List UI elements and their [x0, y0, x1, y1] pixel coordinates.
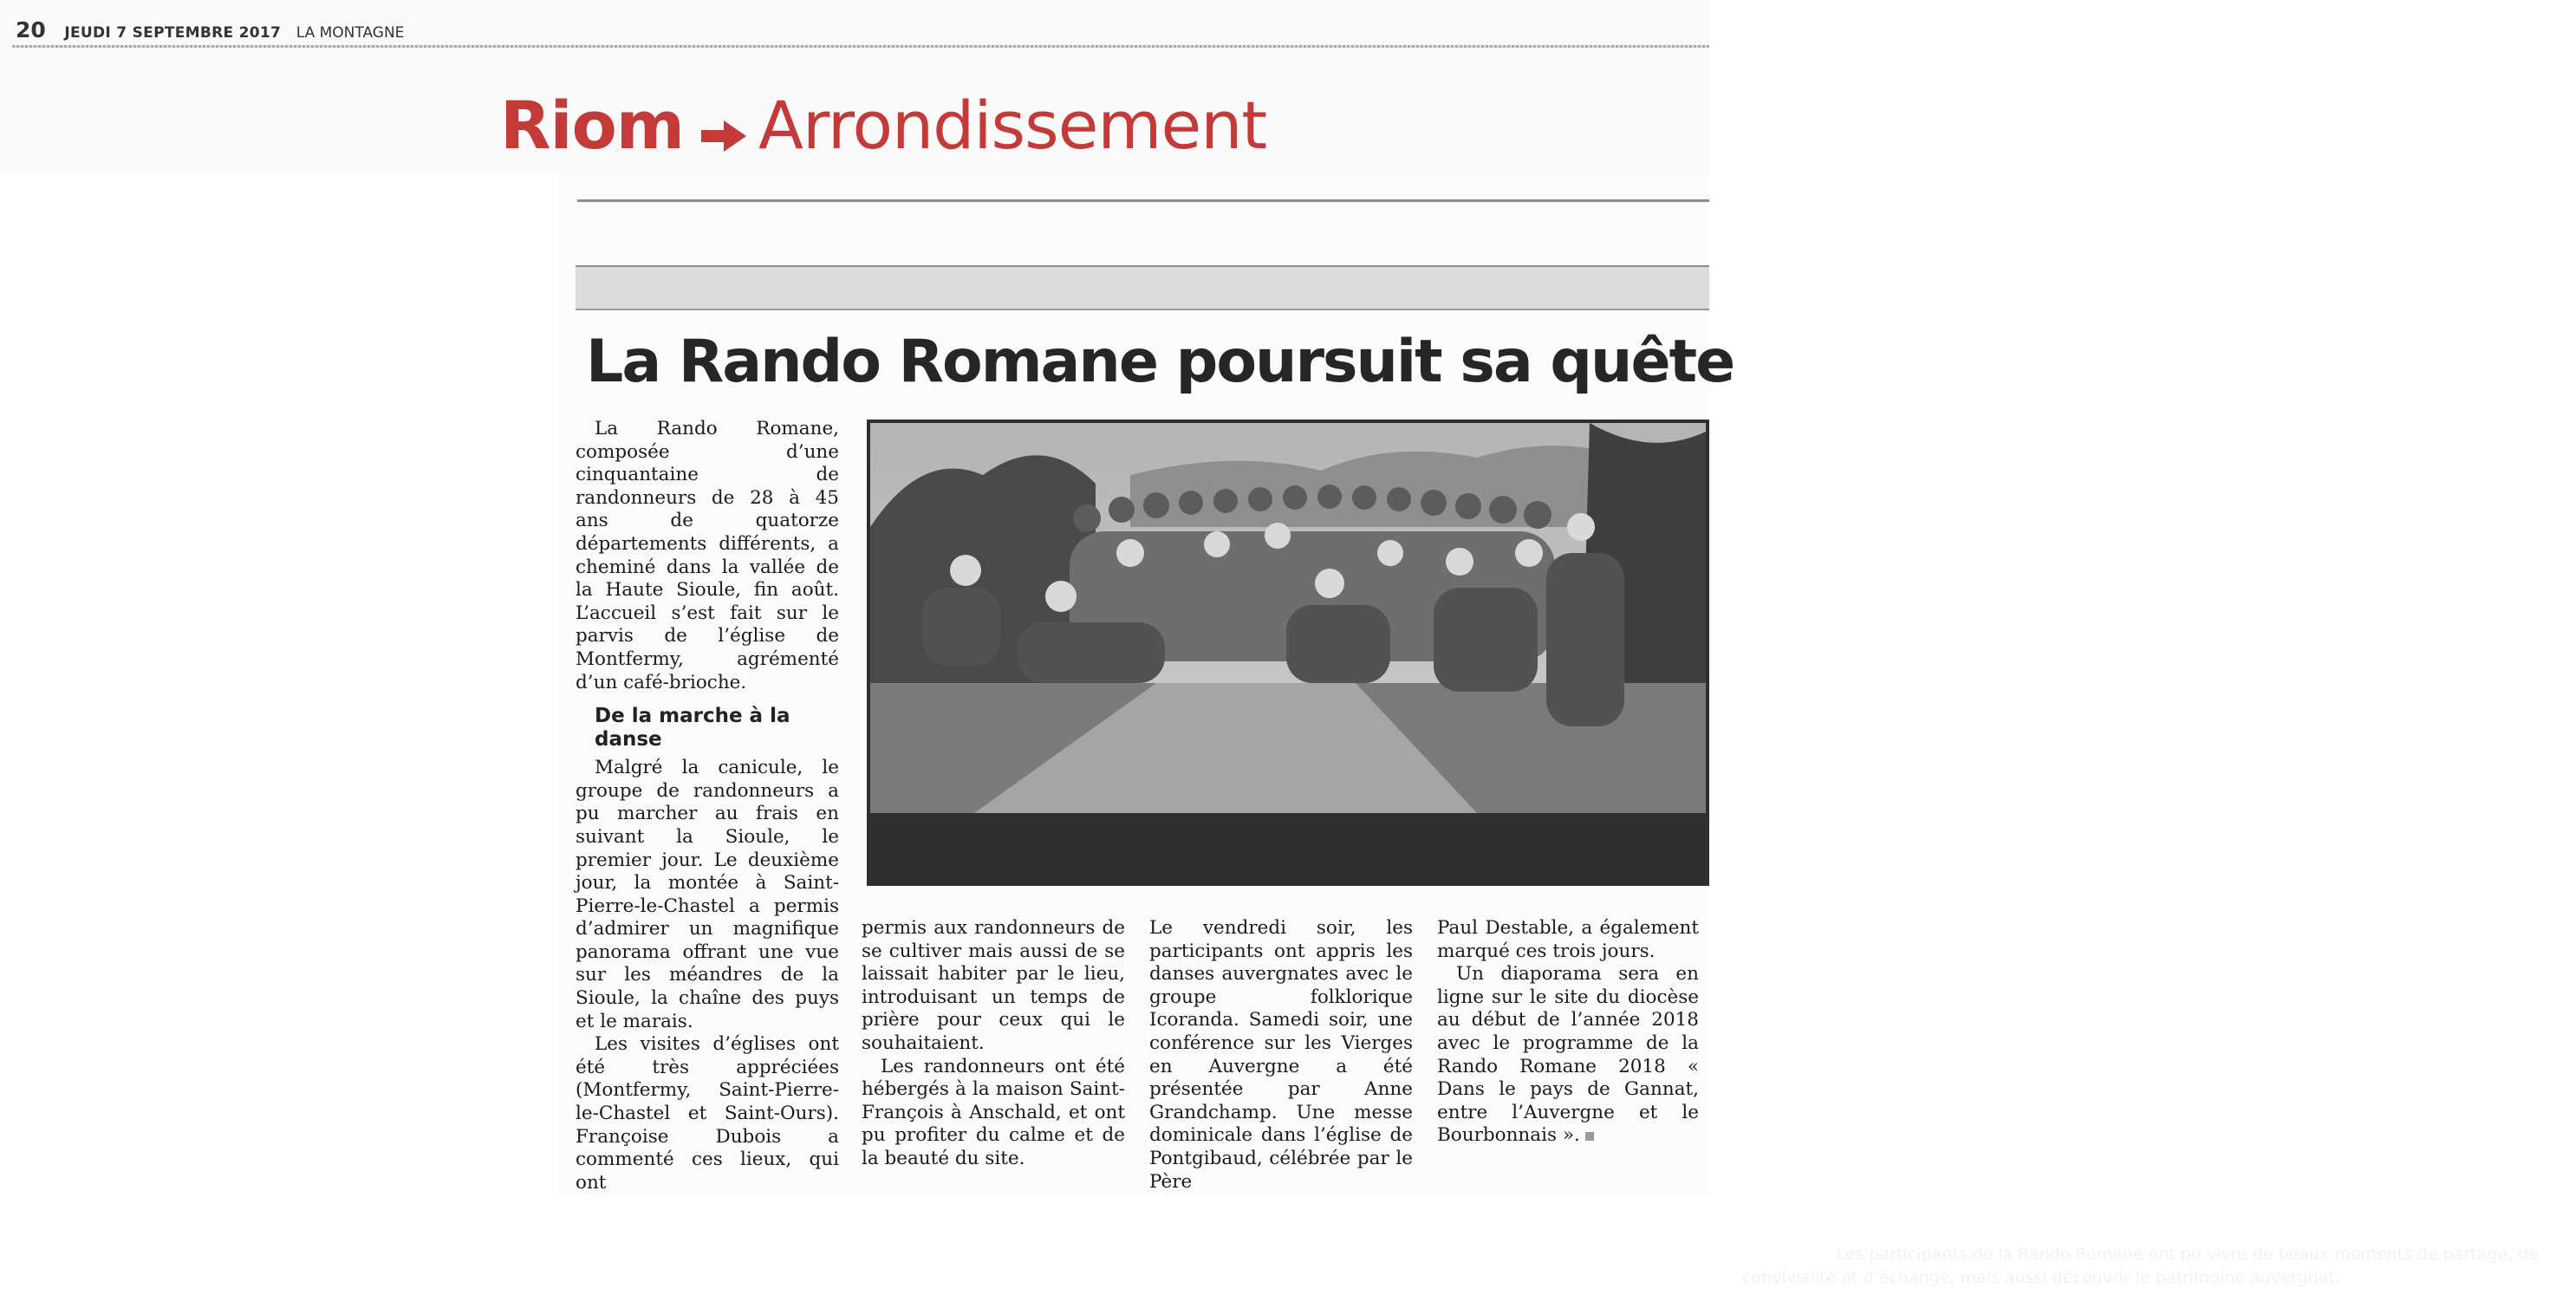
- newspaper-name: LA MONTAGNE: [296, 24, 405, 42]
- article-subhead: De la marche à la danse: [595, 705, 790, 752]
- article-top-rule: [577, 199, 1709, 202]
- issue-date: JEUDI 7 SEPTEMBRE 2017: [64, 24, 282, 42]
- gray-header-band: [576, 265, 1709, 310]
- section-rubric: [500, 87, 1266, 173]
- hikers-photo-illustration: [870, 423, 1706, 813]
- article-headline: La Rando Romane poursuit sa quête: [586, 328, 1734, 396]
- article-paragraph: permis aux randonneurs de se cultiver mais aussi de se laissait habiter par le lieu, introduisant un temps de prière pour ceux qui le souhaitaient.: [862, 917, 1125, 1054]
- folio-rule: [12, 45, 1709, 48]
- article-paragraph: Le vendredi soir, les participants ont appris les danses auvergnates avec le groupe folklorique Icoranda. Samedi soir, une conférence sur les Vierges en Auvergne a été présentée par Anne Grandchamp. Une messe dominicale dans l’église de Pontgibaud, célébrée par le Père: [1149, 917, 1413, 1193]
- rubric-town: Riom: [500, 87, 684, 164]
- right-arrow-icon: [699, 92, 748, 169]
- article-intro: La Rando Romane, composée d’une cinquantaine de randonneurs de 28 à 45 ans de quatorze départements différents, a cheminé dans la vallée de la Haute Sioule, fin août. L’accueil s’est fait sur le parvis de l’église de Montfermy, agrémenté d’un café-brioche.: [576, 418, 839, 693]
- article-paragraph: Malgré la canicule, le groupe de randonneurs a pu marcher au frais en suivant la Sioule, le premier jour. Le deuxième jour, la montée à Saint-Pierre-le-Chastel a permis d’admirer un magnifique panorama offrant une vue sur les méandres de la Sioule, la chaîne des puys et le marais.: [576, 757, 839, 1032]
- caption-text: Les participants de la Rando Romane ont pu vivre de beaux moments de partage, de convivialité et d’échange, mais aussi découvrir le patrimoine auvergnat.: [1742, 1245, 2539, 1287]
- article-paragraph: [1437, 963, 1699, 1148]
- article-closing-text: Un diaporama sera en ligne sur le site du diocèse au début de l’année 2018 avec le programme de la Rando Romane 2018 « Dans le pays de Gannat, entre l’Auvergne et le Bourbonnais ».: [1437, 963, 1699, 1147]
- article-paragraph: Les visites d’églises ont été très appréciées (Montfermy, Saint-Pierre-le-Chastel et Saint-Ours). Françoise Dubois a commenté ces lieux, qui ont: [576, 1033, 839, 1194]
- caption-tag: PARTAGE.: [1742, 1245, 1831, 1264]
- page-folio: [16, 17, 404, 43]
- rubric-section: Arrondissement: [758, 87, 1267, 164]
- article-paragraph: Paul Destable, a également marqué ces trois jours.: [1437, 917, 1699, 962]
- article-column-1: [576, 418, 839, 1194]
- article-column-4: [1437, 917, 1699, 1148]
- end-of-article-mark: [1585, 1132, 1594, 1141]
- article-paragraph: Les randonneurs ont été hébergés à la maison Saint-François à Anschald, et ont pu profiter du calme et de la beauté du site.: [862, 1055, 1125, 1169]
- article-column-3: [1149, 917, 1413, 1194]
- page-number: 20: [16, 17, 46, 42]
- article-column-2: [862, 917, 1125, 1171]
- photo-caption: [1734, 1238, 2576, 1295]
